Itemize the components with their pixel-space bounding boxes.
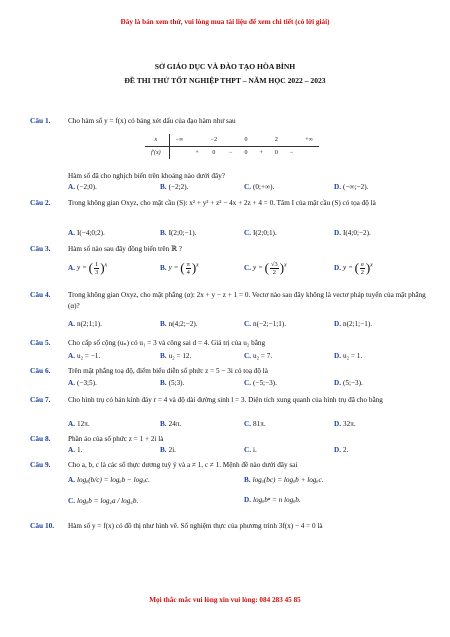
q3-option-c[interactable]: C. y = ( $\frac{√3}{2}$ )$^x$ [244, 260, 287, 276]
q3-option-a[interactable]: A. y = ( $\frac{1}{3}$ )$^x$ [68, 260, 108, 276]
contact-banner: Mọi thắc mắc vui lòng xin vui lòng: 084 283 45 85 [149, 596, 301, 604]
question-10-text: Hàm số y = f(x) có đồ thị như hình vẽ. Số nghiệm thực của phương trình 3f(x) − 4 = 0 là [68, 522, 323, 530]
q6-option-b[interactable]: B. (5;3). [160, 379, 185, 387]
q5-option-c[interactable]: C. u₂ = 7. [244, 352, 273, 360]
question-1-label: Câu 1. [30, 116, 51, 125]
sign-table-cell: + [195, 150, 199, 156]
sign-table-cell: 0 [238, 134, 253, 147]
question-6-label: Câu 6. [30, 366, 51, 375]
q6-option-a[interactable]: A. (−3;5). [68, 379, 97, 387]
preview-notice-banner: Đây là bản xem thử, vui lòng mua tài liệu để xem chi tiết (có lời giải) [120, 18, 330, 26]
q4-option-b[interactable]: B. n(4;2;−2). [160, 320, 198, 328]
q2-option-d[interactable]: D. I(4;0;−2). [334, 229, 371, 237]
q7-option-c[interactable]: C. 81π. [244, 420, 266, 428]
question-3-label: Câu 3. [30, 244, 51, 253]
q2-option-b[interactable]: B. I(2;0;−1). [160, 229, 197, 237]
q9-option-a[interactable]: A. logₐ(b/c) = logₐb − logₐc. [68, 476, 150, 484]
q9-option-d[interactable]: D. logₐbⁿ = n logₐb. [244, 496, 301, 504]
q9-option-b[interactable]: B. logₐ(bc) = logₐb + logₐc. [244, 476, 324, 484]
sign-table-x-head: x [145, 134, 169, 147]
q5-option-d[interactable]: D. u₂ = 1. [334, 352, 363, 360]
q5-option-a[interactable]: A. u₂ = −1. [68, 352, 101, 360]
q8-option-d[interactable]: D. 2. [334, 446, 349, 454]
q8-option-c[interactable]: C. i. [244, 446, 257, 454]
q1-option-a[interactable]: A. (−2;0). [68, 183, 97, 191]
question-2-label: Câu 2. [30, 198, 51, 207]
q8-option-a[interactable]: A. 1. [68, 446, 83, 454]
sign-table-cell: 2 [269, 134, 284, 147]
question-7-text: Cho hình trụ có bán kính đáy r = 4 và độ dài đường sinh l = 3. Diện tích xung quanh của hình trụ đã cho bằng [68, 396, 383, 404]
question-9-label: Câu 9. [30, 460, 51, 469]
q4-option-d[interactable]: D. n(2;1;−1). [334, 320, 373, 328]
q7-option-b[interactable]: B. 24π. [160, 420, 182, 428]
q3-option-d[interactable]: D. y = ( $\frac{e}{2}$ )$^x$ [334, 260, 373, 276]
sign-table-cell: −∞ [169, 134, 189, 147]
question-5-text: Cho cấp số cộng (uₙ) có u₁ = 3 và công sai d = 4. Giá trị của u₂ bằng [68, 339, 266, 347]
sign-table-cell: −2 [205, 134, 223, 147]
sign-table-fprime-head: f′(x) [145, 147, 169, 160]
header-department: SỞ GIÁO DỤC VÀ ĐÀO TẠO HÒA BÌNH [154, 62, 296, 71]
question-8-label: Câu 8. [30, 434, 51, 443]
sign-table-cell: − [229, 150, 233, 156]
q3-option-b[interactable]: B. y = ( $\frac{\pi}{4}$ )$^x$ [160, 260, 199, 276]
sign-table-cell: 0 [212, 150, 216, 156]
q6-option-d[interactable]: D. (5;−3). [334, 379, 363, 387]
header-exam-title: ĐỀ THI THỬ TỐT NGHIỆP THPT – NĂM HỌC 2022 – 2023 [124, 76, 326, 85]
sign-table-cell: 0 [274, 150, 278, 156]
q5-option-b[interactable]: B. u₂ = 12. [160, 352, 192, 360]
question-1-prompt: Hàm số đã cho nghịch biến trên khoảng nào dưới đây? [68, 172, 225, 180]
q7-option-a[interactable]: A. 12π. [68, 420, 90, 428]
q9-option-c[interactable]: C. logₐb = log꜀a / log꜀b. [68, 497, 139, 505]
q2-option-a[interactable]: A. I(−4;0;2). [68, 229, 105, 237]
q2-option-c[interactable]: C. I(2;0;1). [244, 229, 277, 237]
question-7-label: Câu 7. [30, 395, 51, 404]
sign-table [145, 134, 319, 159]
question-5-label: Câu 5. [30, 338, 51, 347]
q4-option-c[interactable]: C. n(−2;−1;1). [244, 320, 287, 328]
question-1-text: Cho hàm số y = f(x) có bảng xét dấu của đạo hàm như sau [68, 117, 236, 125]
question-4-text: Trong không gian Oxyz, cho mặt phẳng (α): 2x + y − z + 1 = 0. Vectơ nào sau đây không là vectơ pháp tuyến của mặt phẳng (α)? [68, 291, 426, 310]
question-10-label: Câu 10. [30, 521, 55, 530]
q4-option-a[interactable]: A. n(2;1;1). [68, 320, 102, 328]
question-3-text: Hàm số nào sau đây đồng biến trên ℝ ? [68, 245, 182, 253]
sign-table-cell: +∞ [299, 134, 319, 147]
q1-option-b[interactable]: B. (−2;2). [160, 183, 189, 191]
question-8-text: Phần ảo của số phức z = 1 + 2i là [68, 435, 164, 443]
q7-option-d[interactable]: D. 32π. [334, 420, 356, 428]
sign-table-cell: + [259, 150, 263, 156]
sign-table-cell: 0 [244, 150, 248, 156]
question-6-text: Trên mặt phẳng toạ độ, điểm biểu diễn số phức z = 5 − 3i có toạ độ là [68, 367, 268, 375]
q1-option-d[interactable]: D. (−∞;−2). [334, 183, 369, 191]
question-9-text: Cho a, b, c là các số thực dương tuỳ ý và a ≠ 1, c ≠ 1. Mệnh đề nào dưới đây sai [68, 461, 298, 469]
question-4-label: Câu 4. [30, 290, 51, 299]
question-2-text: Trong không gian Oxyz, cho mặt cầu (S): x² + y² + z² − 4x + 2z + 4 = 0. Tâm I của mặt cầu (S) có tọa độ là [68, 199, 376, 207]
sign-table-cell: − [289, 150, 294, 156]
q8-option-b[interactable]: B. 2i. [160, 446, 176, 454]
q1-option-c[interactable]: C. (0;+∞). [244, 183, 275, 191]
q6-option-c[interactable]: C. (−5;−3). [244, 379, 277, 387]
